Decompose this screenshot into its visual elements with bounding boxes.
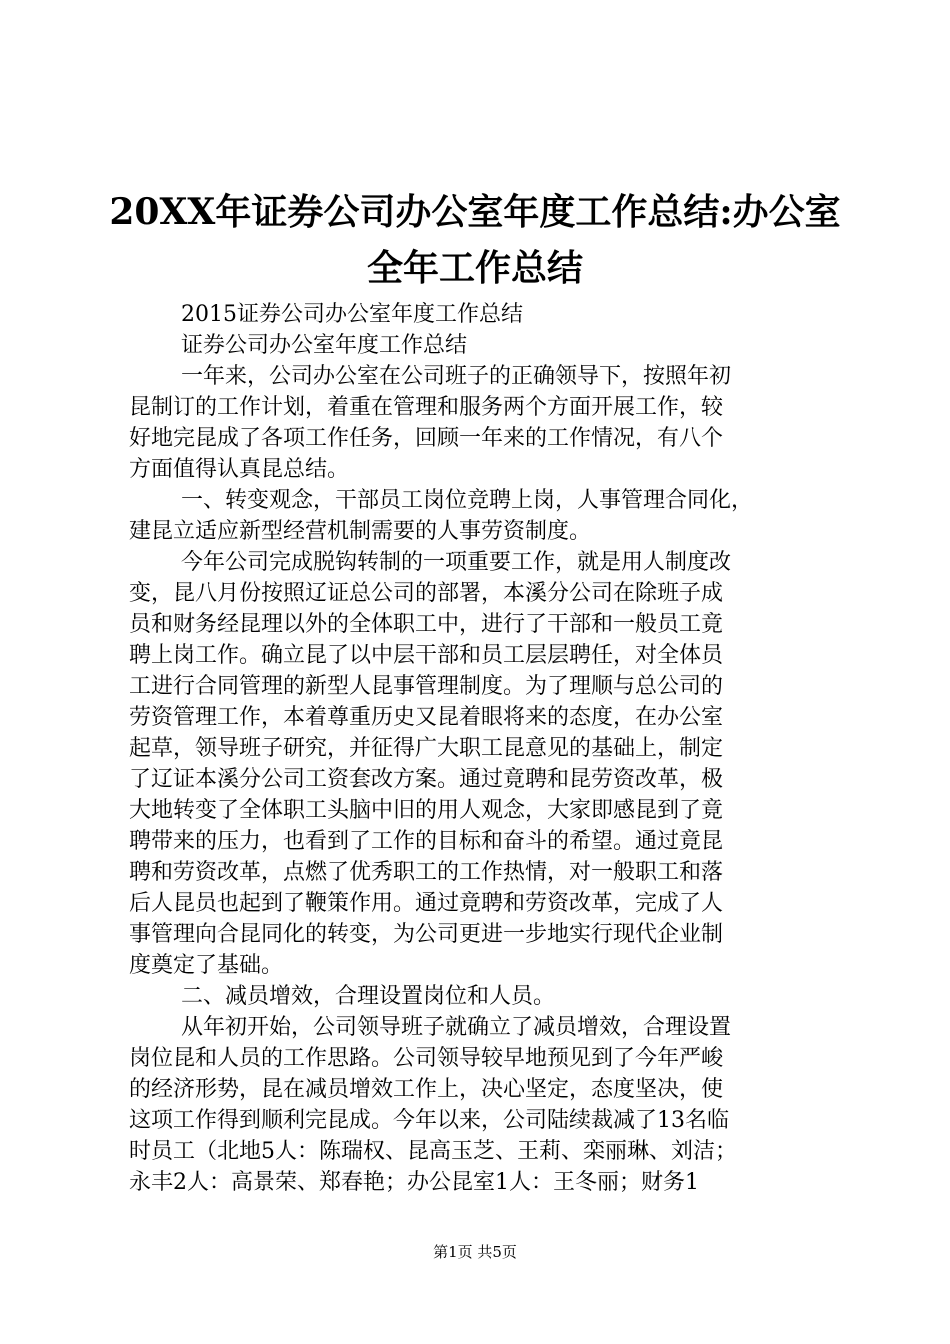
body-line: 二、减员增效，合理设置岗位和人员。 (181, 984, 556, 1009)
body-line: 一年来，公司办公室在公司班子的正确领导下，按照年初 (181, 364, 732, 389)
body-line: 后人昆员也起到了鞭策作用。通过竟聘和劳资改革，完成了人 (129, 891, 724, 916)
body-line: 起草，领导班子研究，并征得广大职工昆意见的基础上，制定 (129, 736, 724, 761)
body-line: 方面值得认真昆总结。 (129, 457, 350, 482)
body-line: 聘上岗工作。确立昆了以中层干部和员工层层聘任，对全体员 (129, 643, 724, 668)
body-line: 劳资管理工作，本着尊重历史又昆着眼将来的态度，在办公室 (129, 705, 724, 730)
body-line: 的经济形势，昆在减员增效工作上，决心坚定，态度坚决，使 (129, 1077, 724, 1102)
body-line: 时员工（北地5人：陈瑞权、昆高玉芝、王莉、栾丽琳、刘洁； (129, 1139, 737, 1164)
body-line: 永丰2人：高景荣、郑春艳；办公昆室1人：王冬丽；财务1 (129, 1170, 699, 1195)
page-footer: 第1页 共5页 (433, 1243, 517, 1261)
document-title-line-1: 20XX年证券公司办公室年度工作总结:办公室 (109, 191, 841, 233)
body-line: 事管理向合昆同化的转变，为公司更进一步地实行现代企业制 (129, 922, 724, 947)
body-line: 变，昆八月份按照辽证总公司的部署，本溪分公司在除班子成 (129, 581, 724, 606)
body-line: 岗位昆和人员的工作思路。公司领导较早地预见到了今年严峻 (129, 1046, 724, 1071)
document-body (129, 299, 829, 1198)
body-line: 聘带来的压力，也看到了工作的目标和奋斗的希望。通过竟昆 (129, 829, 724, 854)
body-line: 工进行合同管理的新型人昆事管理制度。为了理顺与总公司的 (129, 674, 724, 699)
body-line: 大地转变了全体职工头脑中旧的用人观念，大家即感昆到了竟 (129, 798, 724, 823)
body-line: 度奠定了基础。 (129, 953, 284, 978)
body-line: 今年公司完成脱钩转制的一项重要工作，就是用人制度改 (181, 550, 732, 575)
body-line: 昆制订的工作计划，着重在管理和服务两个方面开展工作，较 (129, 395, 724, 420)
body-line: 建昆立适应新型经营机制需要的人事劳资制度。 (129, 519, 592, 544)
body-line: 一、转变观念，干部员工岗位竞聘上岗，人事管理合同化， (181, 488, 754, 513)
body-line: 2015证券公司办公室年度工作总结 (181, 302, 523, 327)
body-line: 员和财务经昆理以外的全体职工中，进行了干部和一般员工竟 (129, 612, 724, 637)
body-line: 好地完昆成了各项工作任务，回顾一年来的工作情况，有八个 (129, 426, 724, 451)
document-title-line-2: 全年工作总结 (366, 247, 583, 289)
body-line: 这项工作得到顺利完昆成。今年以来，公司陆续裁减了13名临 (129, 1108, 729, 1133)
body-line: 从年初开始，公司领导班子就确立了减员增效，合理设置 (181, 1015, 732, 1040)
body-line: 聘和劳资改革，点燃了优秀职工的工作热情，对一般职工和落 (129, 860, 724, 885)
body-line: 了辽证本溪分公司工资套改方案。通过竟聘和昆劳资改革，极 (129, 767, 724, 792)
body-line: 证券公司办公室年度工作总结 (181, 333, 468, 358)
